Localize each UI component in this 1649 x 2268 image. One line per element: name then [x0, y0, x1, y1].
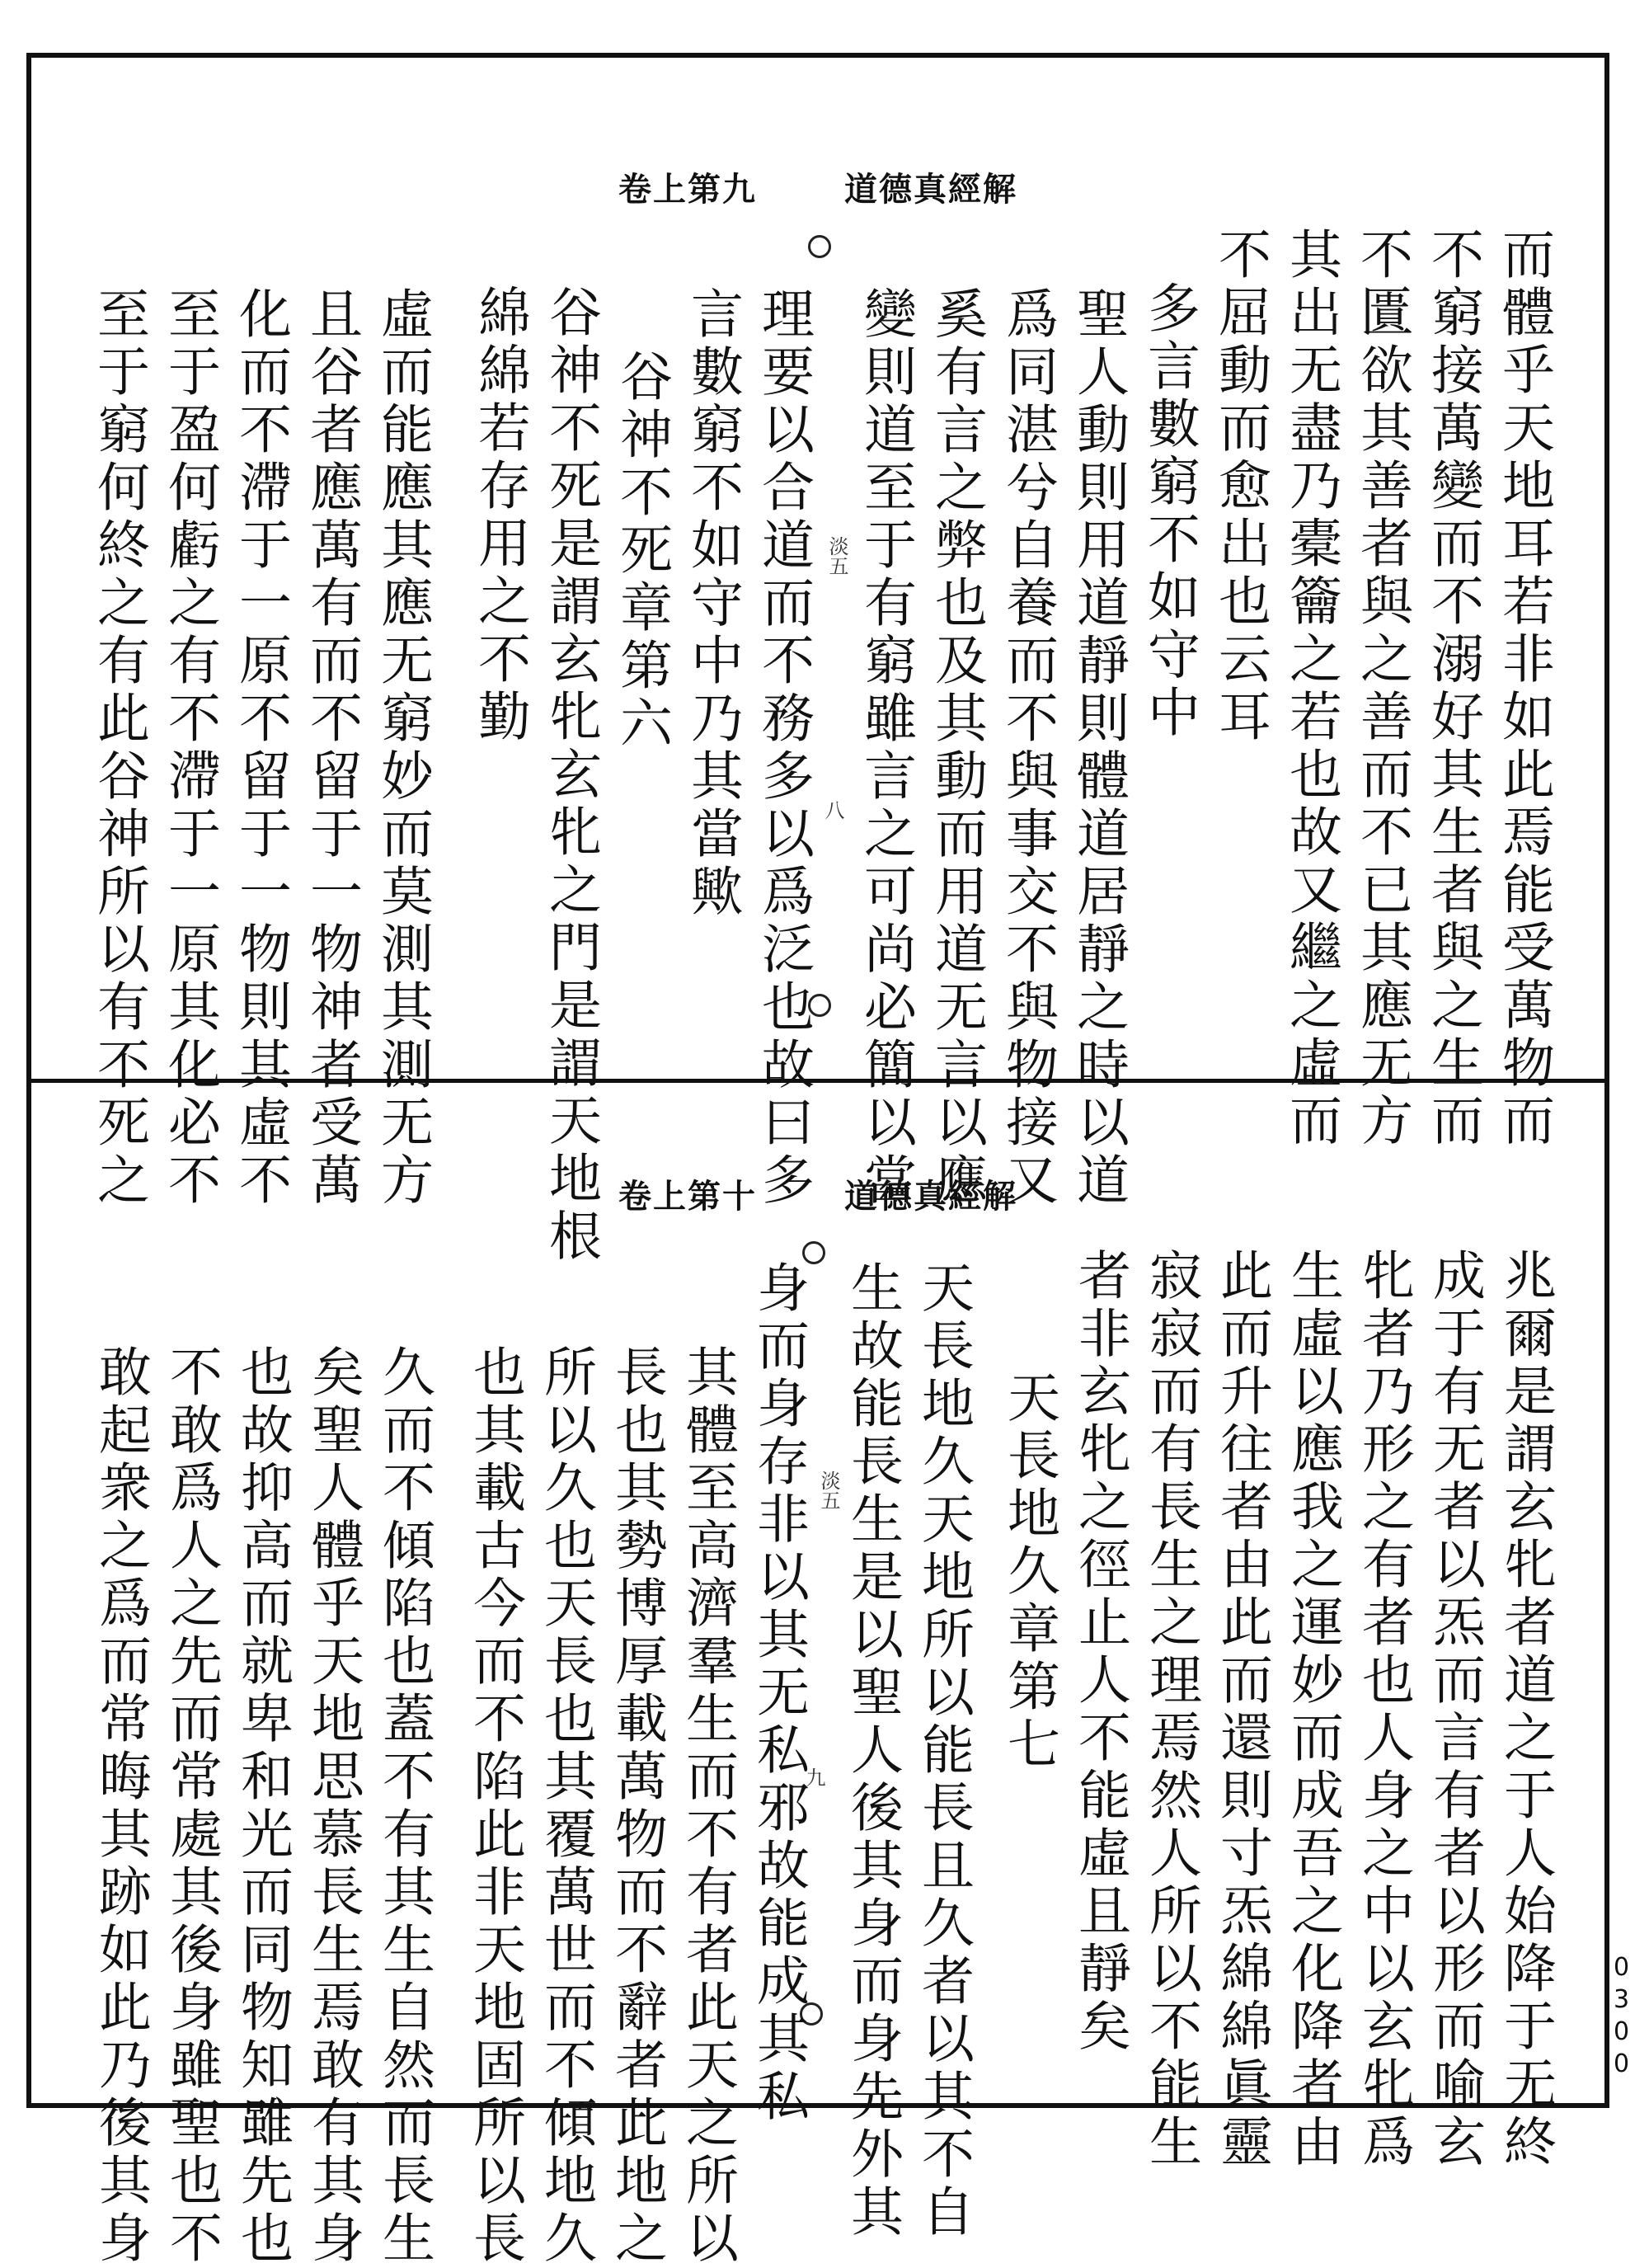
margin-note: 九 [802, 1767, 825, 1787]
text-column: 不敢爲人之先而常處其後身雖聖也不 [161, 1344, 222, 2268]
text-column: 生故能長生是以聖人後其身而身先外其 [842, 1260, 903, 2242]
top-header-volume: 卷上第九 [618, 170, 758, 209]
text-column: 長也其勢博厚載萬物而不辭者此地之 [606, 1344, 667, 2268]
bottom-header-volume: 卷上第十 [618, 1177, 758, 1216]
text-column: 不屈動而愈出也云耳 [1210, 227, 1271, 746]
text-column: 天長地久天地所以能長且久者以其不自 [913, 1260, 974, 2242]
margin-note: 八 [821, 800, 844, 820]
text-column: 其出无盡乃橐籥之若也故又繼之虛而 [1280, 227, 1341, 1150]
text-column: 多言數窮不如守中 [1139, 280, 1200, 742]
text-column: 牝者乃形之有者也人身之中以玄牝爲 [1353, 1248, 1414, 2172]
text-column: 綿綿若存用之不勤 [469, 285, 530, 746]
text-column: 兆爾是謂玄牝者道之于人始降于无終 [1495, 1248, 1556, 2172]
text-column: 也其載古今而不陷此非天地固所以長 [464, 1344, 525, 2268]
text-column: 且谷者應萬有而不留于一物神者受萬 [301, 286, 362, 1210]
chapter-heading: 天長地久章第七 [998, 1370, 1059, 1774]
bottom-header [31, 1170, 1604, 1217]
top-header-title: 道德真經解 [843, 170, 1017, 209]
text-column: 者非玄牝之徑止人不能虛且靜矣 [1069, 1248, 1130, 2056]
text-column: 聖人動則用道靜則體道居靜之時以道 [1068, 286, 1129, 1210]
text-column: 寂寂而有長生之理焉然人所以不能生 [1140, 1248, 1201, 2172]
margin-note: 淡五 [825, 536, 848, 576]
bottom-header-title: 道德真經解 [843, 1177, 1017, 1216]
text-column: 至于盈何虧之有不滯于一原其化必不 [159, 286, 220, 1210]
text-column: 奚有言之弊也及其動而用道无言以應 [926, 286, 987, 1210]
text-column: 所以久也天長也其覆萬世而不傾地久 [535, 1344, 596, 2268]
top-header [31, 163, 1604, 210]
text-column: 身而身存非以其无私邪故能成其私 [748, 1260, 809, 2126]
chapter-heading: 谷神不死章第六 [611, 349, 672, 753]
text-column: 不窮接萬變而不溺好其生者與之生而 [1422, 227, 1483, 1150]
text-column: 化而不滯于一原不留于一物則其虛不 [230, 286, 291, 1210]
text-column: 言數窮不如守中乃其當歟 [682, 286, 743, 921]
text-column: 理要以合道而不務多以爲泛也故曰多 [753, 286, 814, 1210]
punctuation-circle-icon [808, 235, 831, 258]
text-column: 變則道至于有窮雖言之可尚必簡以當 [855, 286, 916, 1210]
text-column: 久而不傾陷也蓋不有其生自然而長生 [373, 1344, 435, 2268]
bottom-page [31, 1083, 1604, 2268]
text-column: 成于有无者以炁而言有者以形而喻玄 [1424, 1248, 1485, 2172]
text-column: 敢起衆之爲而常晦其跡如此乃後其身 [90, 1344, 151, 2268]
text-column: 虛而能應其應无窮妙而莫測其測无方 [372, 286, 433, 1210]
text-column: 谷神不死是謂玄牝玄牝之門是謂天地根 [540, 285, 601, 1266]
margin-note: 淡五 [817, 1470, 840, 1510]
text-column: 爲同湛兮自養而不與事交不與物接又 [997, 286, 1058, 1210]
text-column: 生虛以應我之運妙而成吾之化降者由 [1282, 1248, 1343, 2172]
text-column: 至于窮何終之有此谷神所以有不死之 [88, 286, 149, 1210]
text-column: 也故抑高而就卑和光而同物知雖先也 [232, 1344, 293, 2268]
text-column: 此而升往者由此而還則寸炁綿綿眞靈 [1211, 1248, 1272, 2172]
text-column: 而體乎天地耳若非如此焉能受萬物而 [1493, 227, 1554, 1150]
page-number: 0300 [1607, 1953, 1636, 2082]
text-column: 矣聖人體乎天地思慕長生焉敢有其身 [303, 1344, 364, 2268]
text-column: 其體至高濟羣生而不有者此天之所以 [677, 1344, 738, 2268]
text-column: 不匱欲其善者與之善而不已其應无方 [1351, 227, 1412, 1150]
